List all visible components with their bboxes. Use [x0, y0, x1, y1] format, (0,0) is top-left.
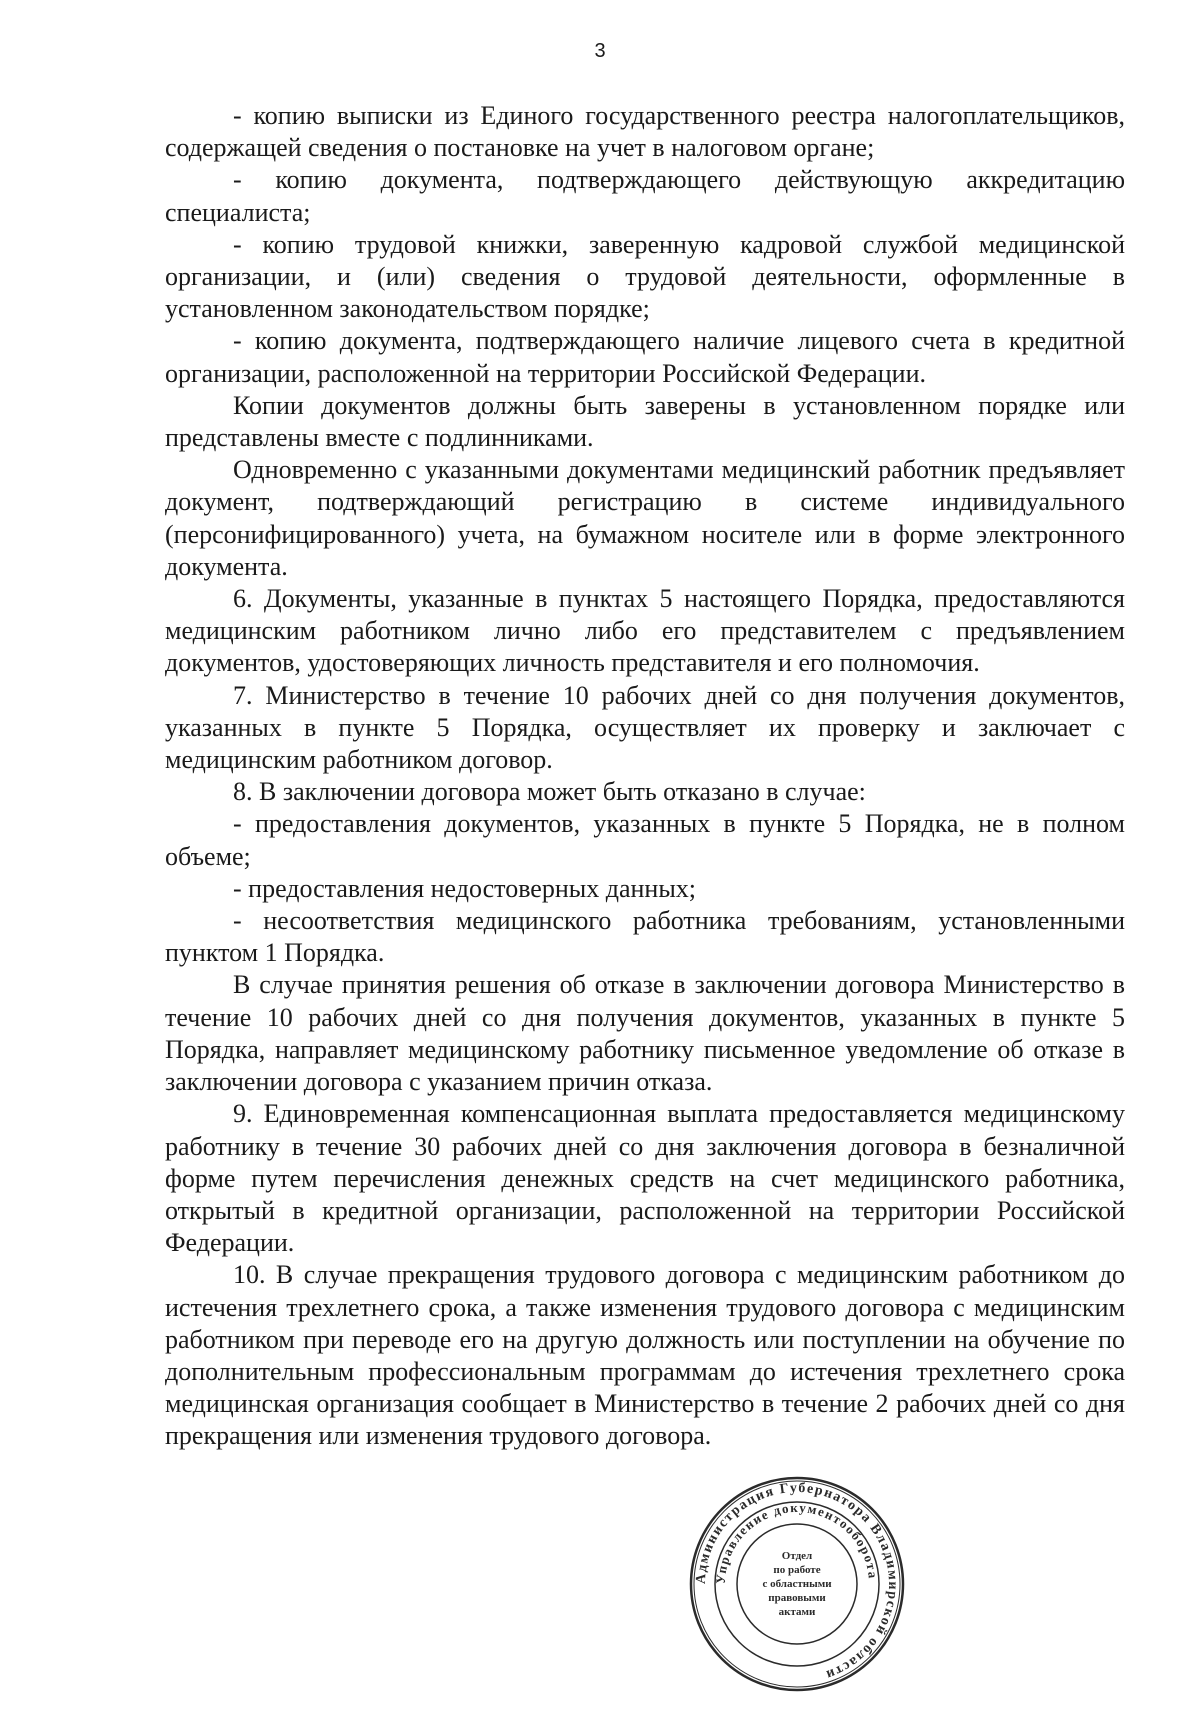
- clause-7: 7. Министерство в течение 10 рабочих дней со дня получения документов, указанных в пункте 5 Порядка, осуществляет их проверку и заключает с медицинским работником договор.: [165, 680, 1125, 775]
- list-item-requirements-mismatch: - несоответствия медицинского работника требованиям, установленными пунктом 1 Порядка.: [165, 906, 1125, 968]
- clause-6: 6. Документы, указанные в пунктах 5 настоящего Порядка, предоставляются медицинским работником лично либо его представителем с предъявлением документов, удостоверяющих личность представителя и его полномочия.: [165, 584, 1125, 678]
- stamp-center-line: Отдел: [781, 1550, 813, 1562]
- stamp-center-line: по работе: [773, 1564, 821, 1576]
- official-stamp: [688, 1475, 906, 1693]
- list-item-tax-registry-extract: - копию выписки из Единого государственного реестра налогоплательщиков, содержащей сведения о постановке на учет в налоговом органе;: [165, 101, 1125, 163]
- clause-8: 8. В заключении договора может быть отказано в случае:: [233, 777, 866, 807]
- list-item-unreliable-data: - предоставления недостоверных данных;: [233, 873, 697, 903]
- list-item-incomplete-documents: - предоставления документов, указанных в пункте 5 Порядка, не в полном объеме;: [165, 809, 1125, 871]
- stamp-center-line: актами: [778, 1606, 816, 1618]
- clause-10: 10. В случае прекращения трудового договора с медицинским работником до истечения трехлетнего срока, а также изменения трудового договора с медицинским работником при переводе его на другую должность или поступлении на обучение по дополнительным профессиональным программам до истечения трехлетнего срока медицинская организация сообщает в Министерство в течение 2 рабочих дней со дня прекращения или изменения трудового договора.: [165, 1260, 1125, 1451]
- page-number: 3: [594, 40, 606, 62]
- stamp-outer-text: Администрация Губернатора Владимирской области: [693, 1480, 901, 1683]
- paragraph-document-certification: Копии документов должны быть заверены в установленном порядке или представлены вместе с подлинниками.: [165, 390, 1125, 453]
- stamp-inner-text: Управление документооборота: [712, 1499, 881, 1585]
- clause-9: 9. Единовременная компенсационная выплата предоставляется медицинскому работнику в течение 30 рабочих дней со дня заключения договора в безналичной форме путем перечисления денежных средств на счет медицинского работника, открытый в кредитной организации, расположенной на территории Российской Федерации.: [165, 1099, 1125, 1258]
- paragraph-personal-account-registration: Одновременно с указанными документами медицинский работник предъявляет документ, подтверждающий регистрацию в системе индивидуального (персонифицированного) учета, на бумажном носителе или в форме электронного документа.: [165, 455, 1125, 581]
- list-item-bank-account-document: - копию документа, подтверждающего наличие лицевого счета в кредитной организации, расположенной на территории Российской Федерации.: [165, 326, 1125, 388]
- list-item-accreditation-document: - копию документа, подтверждающего действующую аккредитацию специалиста;: [165, 165, 1125, 227]
- stamp-center-line: правовыми: [768, 1592, 826, 1604]
- list-item-employment-record: - копию трудовой книжки, заверенную кадровой службой медицинской организации, и (или) сведения о трудовой деятельности, оформленные в установленном законодательством порядке;: [165, 229, 1125, 324]
- paragraph-refusal-notice: В случае принятия решения об отказе в заключении договора Министерство в течение 10 рабочих дней со дня получения документов, указанных в пункте 5 Порядка, направляет медицинскому работнику письменное уведомление об отказе в заключении договора с указанием причин отказа.: [165, 970, 1125, 1097]
- stamp-center-text: [744, 1541, 850, 1627]
- document-body: [165, 100, 1125, 1453]
- stamp-center-line: с областными: [762, 1578, 832, 1590]
